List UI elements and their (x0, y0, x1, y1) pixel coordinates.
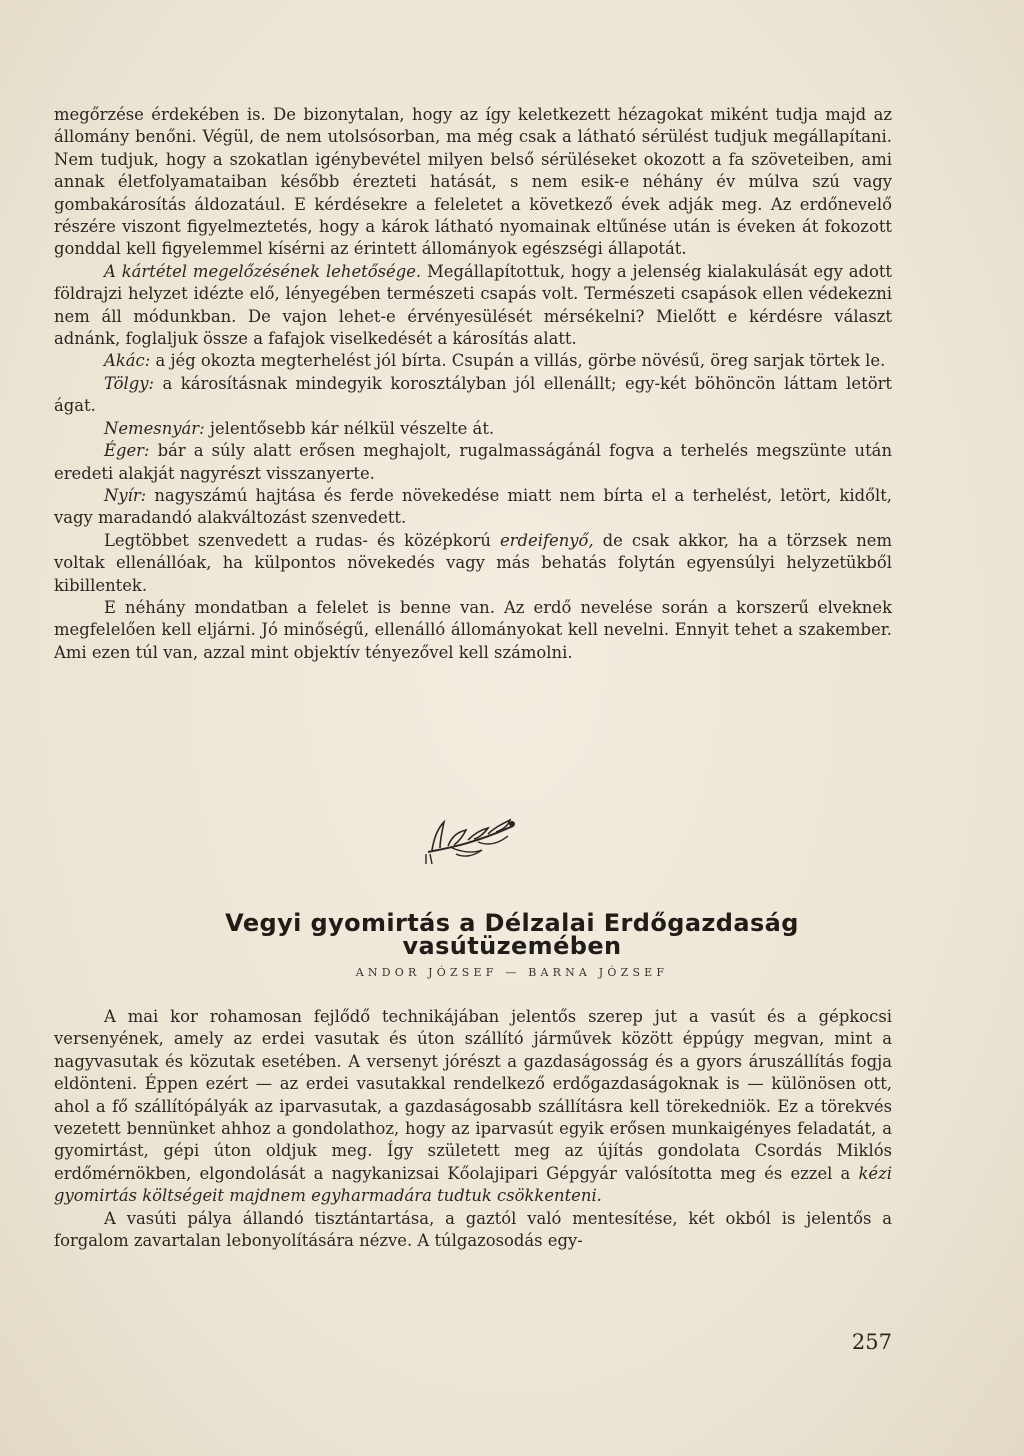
text-run: A mai kor rohamosan fejlődő technikájában jelentős szerep jut a vasút és a gépkocsi versenyének, amely az erdei vasutak és úton szállító járművek között éppúgy megvan, mint a nagyvasutak és közutak esetében. A versenyt jórészt a gazdaságosság és a gyors áruszállítás fogja eldönteni. Éppen ezért — az erdei vasutakkal rendelkező erdőgazdaságoknak is — különösen ott, ahol a fő szállítópályák az iparvasutak, a gazdaságosabb szállításra kell törekedniök. Ez a törekvés vezetett bennünket ahhoz a gondolathoz, hogy az iparvasút egyik erősen munkaigényes feladatát, a gyomirtást, gépi úton oldjuk meg. Így született meg az újítás gondolata Csordás Miklós erdőmérnökben, elgondolását a nagykanizsai Kőolajipari Gépgyár valósította meg és ezzel a (54, 1007, 892, 1183)
paragraph (54, 597, 892, 664)
text-run: a károsításnak mindegyik korosztályban jól ellenállt; egy-két böhöncön láttam letört ágat. (54, 373, 892, 416)
italic-run: kézi gyomirtás költségeit majdnem egyharmadára tudtuk csökkenteni. (54, 1163, 892, 1206)
article2-body (54, 1006, 892, 1252)
paragraph (54, 350, 892, 372)
text-run: E néhány mondatban a felelet is benne van. Az erdő nevelése során a korszerű elveknek megfelelően kell eljárni. Jó minőségű, ellenálló állományokat kell nevelni. Ennyit tehet a szakember. Ami ezen túl van, azzal mint objektív tényezővel kell számolni. (54, 597, 892, 662)
paragraph (54, 373, 892, 418)
paragraph (54, 1006, 892, 1208)
paragraph (54, 530, 892, 597)
text-run: A vasúti pálya állandó tisztántartása, a gaztól való mentesítése, két okból is jelentős a forgalom zavartalan lebonyolítására nézve. A túlgazosodás egy- (54, 1208, 892, 1251)
article1-body (54, 104, 892, 664)
paragraph (54, 261, 892, 351)
italic-run: Akác: (104, 351, 151, 371)
page-number: 257 (851, 1330, 892, 1354)
text-run: a jég okozta megterhelést jól bírta. Csupán a villás, görbe növésű, öreg sarjak törtek le. (150, 351, 886, 371)
article2-title-line1: Vegyi gyomirtás a Délzalai Erdőgazdaság (225, 909, 799, 937)
text-run: nagyszámú hajtása és ferde növekedése miatt nem bírta el a terhelést, letört, kidőlt, vagy maradandó alakváltozást szenvedett. (54, 485, 892, 528)
text-run: jelentősebb kár nélkül vészelte át. (204, 418, 495, 438)
paragraph (54, 418, 892, 440)
text-run: megőrzése érdekében is. De bizonytalan, hogy az így keletkezett hézagokat miként tudja majd az állomány benőni. Végül, de nem utolsósorban, ma még csak a látható sérülést tudjuk megállapítani. Nem tudjuk, hogy a szokatlan igénybevétel milyen belső sérüléseket okozott a fa szöveteiben, ami annak életfolyamataiban később érezteti hatását, s nem esik-e néhány év múlva szú vagy gombakárosítás áldozatául. E kérdésekre a feleletet a következő évek adják meg. Az erdőnevelő részére viszont figyelmeztetés, hogy a károk látható nyomainak eltűnése után is éveken át fokozott gonddal kell figyelemmel kísérni az érintett állományok egészségi állapotát. (54, 105, 892, 259)
italic-run: Nyír: (104, 485, 147, 505)
text-run: Megállapítottuk, hogy a jelenség kialakulását egy adott földrajzi helyzet idézte elő, lényegében természeti csapás volt. Természeti csapások ellen védekezni nem áll módunkban. De vajon lehet-e érvényesülését mérsékelni? Mielőtt e kérdésre választ adnánk, foglaljuk össze a fafajok viselkedését a károsítás alatt. (54, 261, 892, 349)
italic-run: A kártétel megelőzésének lehetősége. (104, 261, 422, 281)
oak-leaf-vignette-icon (418, 808, 522, 868)
article2-title-line2: vasútüzemében (402, 932, 622, 960)
paragraph (54, 104, 892, 261)
text-run: de csak akkor, ha a törzsek nem voltak ellenállóak, ha külpontos növekedés vagy más behatás folytán egyensúlyi helyzetükből kibillentek. (54, 530, 893, 595)
text-run: Legtöbbet szenvedett a rudas- és középkorú (104, 530, 500, 550)
italic-run: Tölgy: (104, 373, 155, 393)
article2-authors: ANDOR JÓZSEF — BARNA JÓZSEF (355, 966, 669, 979)
italic-run: Éger: (104, 441, 150, 461)
text-run: bár a súly alatt erősen meghajolt, rugalmasságánál fogva a terhelés megszünte után eredeti alakját nagyrészt visszanyerte. (54, 441, 892, 483)
italic-run: erdeifenyő, (499, 530, 594, 550)
paragraph (54, 440, 892, 485)
paragraph (54, 485, 892, 530)
paragraph (54, 1208, 892, 1253)
italic-run: Nemesnyár: (104, 418, 205, 438)
